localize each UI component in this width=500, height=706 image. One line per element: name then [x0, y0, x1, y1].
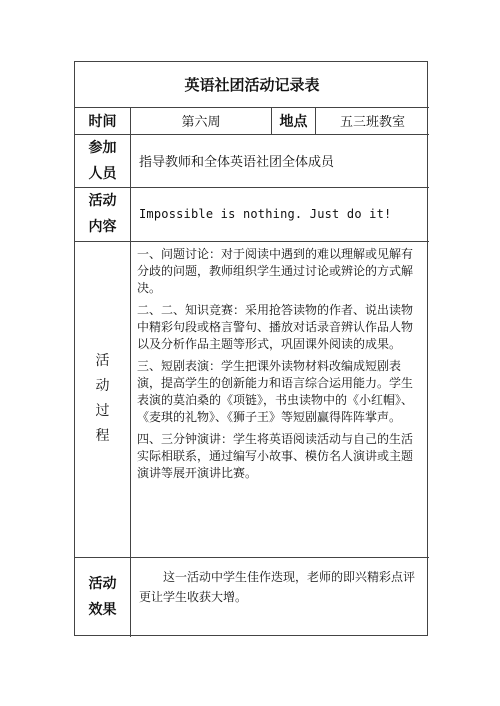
process-label-char-2: 动: [95, 378, 110, 394]
effect-label-line-1: 活动: [88, 576, 117, 592]
participants-label-line-2: 人员: [88, 165, 117, 182]
process-item: 二、二、知识竞赛：采用抢答读物的作者、说出读物中精彩句段或格言警句、播放对话录音辨认作品人物以及分析作品主题等形式，巩固课外阅读的成果。: [137, 303, 414, 351]
effect-label: [75, 557, 130, 637]
place-label: 地点: [279, 113, 308, 130]
content-value: Impossible is nothing. Just do it!: [139, 207, 392, 221]
time-label: 时间: [88, 113, 117, 130]
place-value: 五三班教室: [339, 115, 405, 130]
participants-label-line-1: 参加: [88, 139, 117, 156]
activity-record-table: [74, 61, 428, 636]
process-label-char-3: 过: [95, 403, 110, 419]
process-item: 三、短剧表演：学生把课外读物材料改编成短剧表演，提高学生的创新能力和语言综合运用能力。学生表演的莫泊桑的《项链》，书虫读物中的《小红帽》、《麦琪的礼物》、《狮子王》等短剧赢得阵阵掌声。: [137, 359, 414, 424]
effect-label-line-2: 效果: [88, 602, 117, 618]
content-label-line-2: 内容: [88, 219, 117, 235]
effect-value: 这一活动中学生佳作迭现，老师的即兴精彩点评更让学生收获大增。: [139, 570, 416, 604]
process-label-char-1: 活: [95, 353, 110, 369]
process-label-char-4: 程: [95, 428, 110, 444]
process-item: 四、三分钟演讲：学生将英语阅读活动与自己的生活实际相联系，通过编写小故事、模仿名人演讲或主题演讲等展开演讲比赛。: [137, 432, 414, 480]
content-label-line-1: 活动: [88, 193, 117, 209]
participants-label: [75, 134, 130, 187]
participants-value: 指导教师和全体英语社团全体成员: [139, 155, 335, 170]
time-value: 第六周: [181, 115, 221, 130]
table-title: 英语社团活动记录表: [184, 76, 320, 94]
process-content: [131, 243, 428, 557]
content-label: [75, 187, 130, 241]
process-item: 一、问题讨论：对于阅读中遇到的难以理解或见解有分歧的问题，教师组织学生通过讨论或辨论的方式解决。: [137, 247, 414, 295]
process-label: [75, 241, 130, 557]
